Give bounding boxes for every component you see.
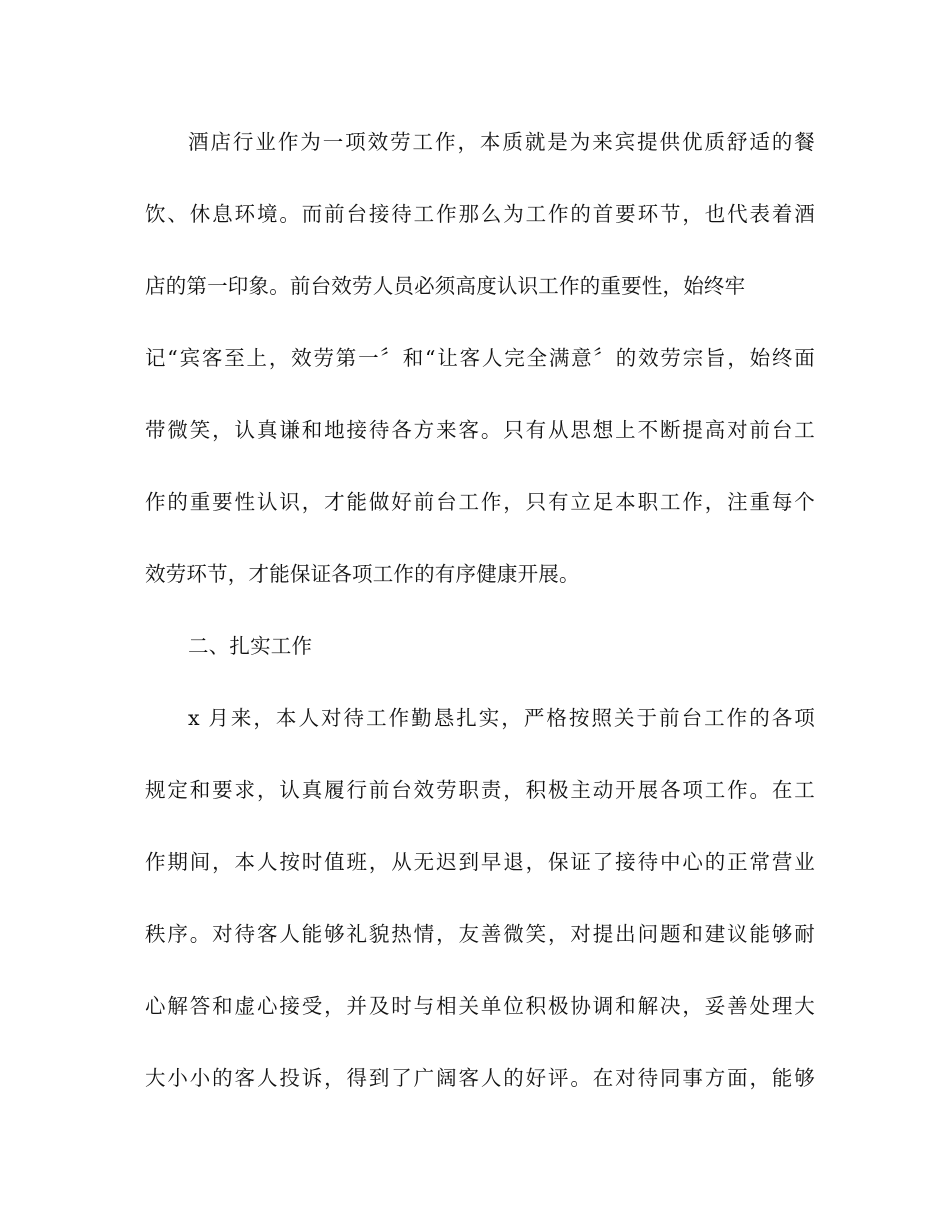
text-line: 规定和要求，认真履行前台效劳职责，积极主动开展各项工作。在工 xyxy=(145,778,815,802)
section-heading: 二、扎实工作 xyxy=(188,634,313,658)
text-line: 大小小的客人投诉，得到了广阔客人的好评。在对待同事方面，能够 xyxy=(145,1066,815,1090)
text-line: 效劳环节，才能保证各项工作的有序健康开展。 xyxy=(145,562,580,586)
text-line: 带微笑，认真谦和地接待各方来客。只有从思想上不断提高对前台工 xyxy=(145,418,815,442)
text-line: 秩序。对待客人能够礼貌热情，友善微笑，对提出问题和建议能够耐 xyxy=(145,922,815,946)
text-line: 作的重要性认识，才能做好前台工作，只有立足本职工作，注重每个 xyxy=(145,490,815,514)
text-line: 店的第一印象。前台效劳人员必须高度认识工作的重要性，始终牢 xyxy=(145,274,746,298)
text-line: x 月来，本人对待工作勤恳扎实，严格按照关于前台工作的各项 xyxy=(188,706,815,730)
text-line: 作期间，本人按时值班，从无迟到早退，保证了接待中心的正常营业 xyxy=(145,850,815,874)
text-line: 饮、休息环境。而前台接待工作那么为工作的首要环节，也代表着酒 xyxy=(145,202,815,226)
text-line: 酒店行业作为一项效劳工作，本质就是为来宾提供优质舒适的餐 xyxy=(188,130,815,154)
text-line: 记“宾客至上，效劳第一〞和“让客人完全满意〞的效劳宗旨，始终面 xyxy=(145,346,815,370)
text-line: 心解答和虚心接受，并及时与相关单位积极协调和解决，妥善处理大 xyxy=(145,994,815,1018)
